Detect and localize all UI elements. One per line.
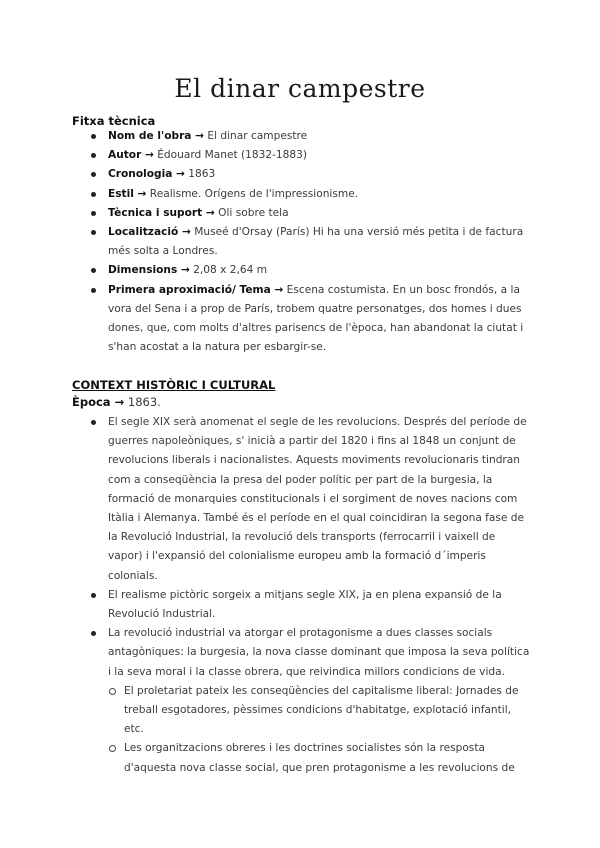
fitxa-item-value: Museé d'Orsay (París) Hi ha una versió més petita i de factura més solta a Londres. <box>108 226 524 258</box>
fitxa-item-label: Tècnica i suport → <box>108 206 215 219</box>
fitxa-item <box>90 146 530 165</box>
fitxa-item-label: Dimensions → <box>108 264 190 277</box>
fitxa-list <box>90 127 530 357</box>
context-bullet <box>90 624 530 778</box>
fitxa-item <box>90 165 530 184</box>
context-sublist <box>108 682 530 778</box>
context-bullet: El realisme pictòric sorgeix a mitjans segle XIX, ja en plena expansió de la Revolució Industrial. <box>90 586 530 624</box>
fitxa-item <box>90 204 530 223</box>
fitxa-item-value: Oli sobre tela <box>214 206 289 219</box>
fitxa-heading: Fitxa tècnica <box>72 114 156 128</box>
fitxa-item-label: Nom de l'obra → <box>108 130 205 142</box>
context-subbullet: El proletariat pateix les conseqüències del capitalisme liberal: Jornades de treball esgotadores, pèssimes condicions d'habitatge, explotació infantil, etc. <box>108 682 530 740</box>
fitxa-item <box>90 185 530 204</box>
fitxa-item-label: Autor → <box>108 149 154 162</box>
fitxa-item-value: Édouard Manet (1832-1883) <box>153 149 308 162</box>
fitxa-item <box>90 127 530 146</box>
context-bullet-text: La revolució industrial va atorgar el protagonisme a dues classes socials antagòniques: la burgesia, la nova classe dominant que imposa la seva política i la seva moral i la classe obrera, que reivindica millors condicions de vida. <box>108 627 530 678</box>
epoca-value: 1863. <box>124 395 161 409</box>
fitxa-item-value: 1863 <box>184 168 216 181</box>
fitxa-item <box>90 261 530 280</box>
fitxa-item-value: El dinar campestre <box>204 130 308 142</box>
fitxa-item-value: Escena costumista. En un bosc frondós, a la vora del Sena i a prop de París, trobem quatre personatges, dos homes i dues dones, que, com molts d'altres parisencs de l'època, han abandonat la ciutat i s'han acostat a la natura per esbargir-se. <box>108 283 524 354</box>
fitxa-item-label: Estil → <box>108 187 147 200</box>
fitxa-item-label: Primera aproximació/ Tema → <box>108 283 284 296</box>
context-heading: CONTEXT HISTÒRIC I CULTURAL <box>72 378 276 392</box>
epoca-label: Època → <box>72 395 125 409</box>
fitxa-item-value: 2,08 x 2,64 m <box>189 264 268 277</box>
context-bullet: El segle XIX serà anomenat el segle de les revolucions. Després del període de guerres napoleòniques, s' inicià a partir del 1820 i fins al 1848 un conjunt de revolucions liberals i nacionalistes. Aquests moviments revolucionaris tindran com a conseqüència la presa del poder polític per part de la burgesia, la formació de monarquies constitucionals i el sorgiment de noves nacions com Itàlia i Alemanya. També és el període en el qual coincidiran la segona fase de la Revolució Industrial, la revolució dels transports (ferrocarril i vaixell de vapor) i l'expansió del colonialisme europeu amb la formació d´imperis colonials. <box>90 413 530 586</box>
epoca-line <box>72 395 161 409</box>
fitxa-item <box>90 281 530 358</box>
fitxa-item-label: Cronologia → <box>108 168 185 181</box>
fitxa-item-label: Localització → <box>108 226 191 239</box>
fitxa-item-value: Realisme. Orígens de l'impressionisme. <box>146 187 359 200</box>
fitxa-item <box>90 223 530 261</box>
context-list <box>90 413 530 778</box>
page-title: El dinar campestre <box>174 74 426 103</box>
context-subbullet: Les organitzacions obreres i les doctrines socialistes són la resposta d'aquesta nova classe social, que pren protagonisme a les revolucions de <box>108 739 530 777</box>
